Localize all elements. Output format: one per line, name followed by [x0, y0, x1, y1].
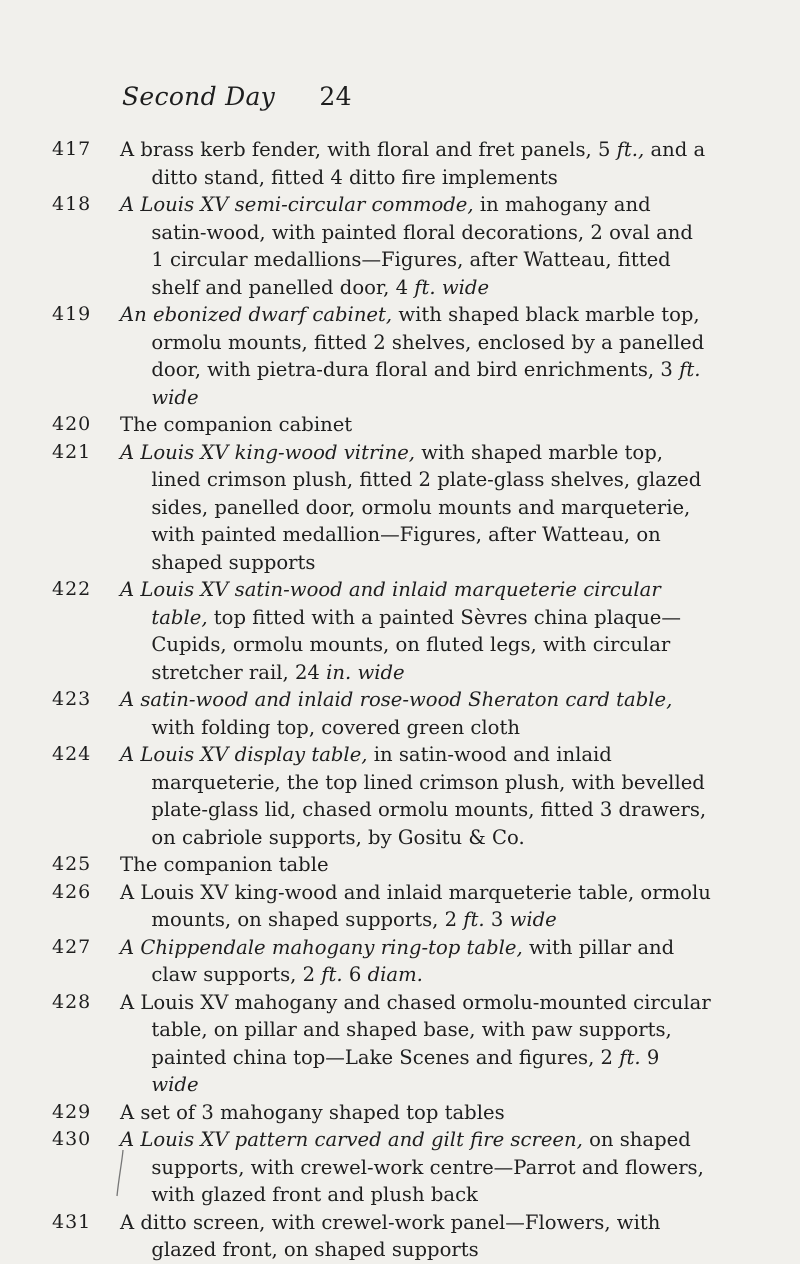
description-text: in mahogany and satin-wood, with painted floral decorations, 2 oval and 1 circular medallions—Figures, after Watteau, fitted shelf and panelled door, 4 — [151, 193, 693, 299]
description-text: diam. — [367, 963, 423, 986]
description-text: ft. — [463, 908, 485, 931]
lot-number: 421 — [52, 440, 92, 463]
lot-entry — [0, 411, 800, 439]
description-text: ft. wide — [151, 358, 701, 409]
lot-number: 423 — [52, 688, 92, 710]
lot-description — [120, 301, 711, 411]
lot-entry — [0, 934, 800, 989]
lot-description — [120, 136, 711, 191]
description-text: in satin-wood and inlaid marqueterie, the top lined crimson plush, with bevelled plate-glass lid, chased ormolu mounts, fitted 3 drawers, on cabriole supports, by Gositu & Co. — [151, 743, 707, 849]
lot-entry — [0, 301, 800, 411]
description-text: wide — [151, 1073, 199, 1096]
lot-entry — [0, 1209, 800, 1264]
lot-description — [120, 741, 711, 851]
description-text: with pillar and claw supports, 2 — [151, 935, 675, 986]
description-text: 6 — [342, 963, 368, 986]
pencil-mark — [114, 1148, 126, 1198]
lot-entry — [0, 686, 800, 741]
lot-entry — [0, 1099, 800, 1127]
lot-entry — [0, 439, 800, 577]
lot-entry — [0, 576, 800, 686]
description-text: 3 — [484, 908, 510, 931]
page-header — [122, 82, 352, 111]
lot-description — [120, 686, 711, 741]
description-text: A Louis XV mahogany and chased ormolu-mounted circular table, on pillar and shaped base, with paw supports, painted china top—Lake Scenes and figures, 2 — [120, 990, 711, 1069]
lot-number: 430 — [52, 1128, 92, 1150]
lot-description — [120, 411, 711, 439]
description-text: A set of 3 mahogany shaped top tables — [120, 1100, 505, 1124]
lot-number: 422 — [52, 578, 92, 600]
lot-number: 420 — [52, 413, 92, 435]
description-text: ft. — [619, 1045, 641, 1069]
description-text: with shaped black marble top, ormolu mounts, fitted 2 shelves, enclosed by a panelled door, with pietra-dura floral and bird enrichments, 3 — [151, 303, 705, 381]
description-text: ft. wide — [414, 275, 490, 299]
description-text: A Louis XV pattern carved and gilt fire screen, — [120, 1128, 583, 1151]
lot-number: 431 — [52, 1210, 92, 1233]
lot-description — [120, 439, 711, 577]
description-text: in. wide — [326, 660, 405, 684]
lot-entry — [0, 851, 800, 879]
lot-number: 426 — [52, 880, 92, 903]
lot-description — [120, 1099, 711, 1127]
lot-description — [120, 934, 711, 989]
description-text: A ditto screen, with crewel-work panel—Flowers, with glazed front, on shaped supports — [120, 1210, 661, 1261]
description-text: A brass kerb fender, with floral and fret panels, 5 — [120, 138, 617, 161]
lot-number: 418 — [52, 193, 92, 215]
lot-number: 424 — [52, 743, 92, 765]
description-text: ft. — [321, 963, 343, 986]
description-text: wide — [509, 908, 557, 931]
description-text: A Louis XV king-wood vitrine, — [120, 440, 416, 464]
lot-list — [0, 136, 800, 1264]
lot-number: 427 — [52, 935, 92, 958]
description-text: A Louis XV king-wood and inlaid marqueterie table, ormolu mounts, on shaped supports, 2 — [120, 880, 711, 931]
lot-entry — [0, 191, 800, 301]
description-text: top fitted with a painted Sèvres china plaque—Cupids, ormolu mounts, on fluted legs, with circular stretcher rail, 24 — [151, 605, 681, 684]
lot-description — [120, 1126, 711, 1209]
lot-number: 417 — [52, 138, 92, 160]
lot-entry — [0, 989, 800, 1099]
lot-entry — [0, 136, 800, 191]
description-text: A Louis XV semi-circular commode, — [120, 193, 474, 216]
description-text: with shaped marble top, lined crimson plush, fitted 2 plate-glass shelves, glazed sides, panelled door, ormolu mounts and marqueterie, with painted medallion—Figures, after Watteau, on shaped supports — [151, 440, 702, 574]
description-text: An ebonized dwarf cabinet, — [120, 303, 393, 326]
description-text: A Louis XV display table, — [120, 743, 368, 766]
description-text: on shaped supports, with crewel-work centre—Parrot and flowers, with glazed front and plush back — [151, 1128, 704, 1206]
lot-entry — [0, 741, 800, 851]
lot-description — [120, 191, 711, 301]
lot-description — [120, 989, 711, 1099]
description-text: with folding top, covered green cloth — [151, 715, 520, 739]
lot-entry — [0, 879, 800, 934]
lot-number: 429 — [52, 1100, 92, 1123]
lot-description — [120, 851, 711, 879]
running-title: Second Day — [122, 82, 276, 111]
description-text: and a ditto stand, fitted 4 ditto fire implements — [151, 138, 706, 189]
description-text: 9 — [640, 1045, 660, 1069]
lot-description — [120, 1209, 711, 1264]
lot-number: 428 — [52, 990, 92, 1013]
description-text: ft., — [616, 138, 645, 161]
lot-description — [120, 576, 711, 686]
description-text: A Louis XV satin-wood and inlaid marqueterie circular table, — [120, 578, 661, 629]
description-text: The companion cabinet — [120, 413, 353, 436]
lot-number: 425 — [52, 853, 92, 875]
description-text: A satin-wood and inlaid rose-wood Sheraton card table, — [120, 688, 673, 711]
description-text: A Chippendale mahogany ring-top table, — [120, 935, 523, 959]
lot-number: 419 — [52, 303, 92, 325]
lot-description — [120, 879, 711, 934]
page-number: 24 — [319, 82, 352, 111]
description-text: The companion table — [120, 853, 329, 876]
